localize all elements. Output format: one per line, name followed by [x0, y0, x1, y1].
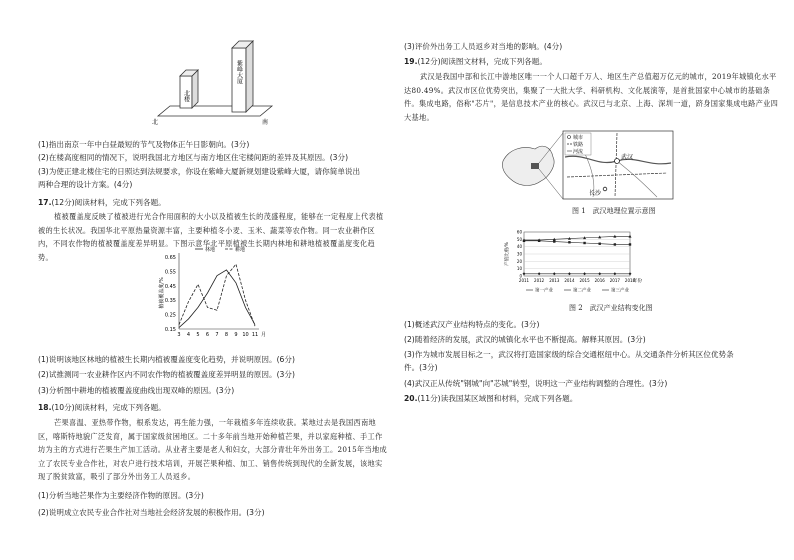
q17-1: (1)说明该地区林地的植被生长期内植被覆盖度变化趋势，并说明原因。(6分): [38, 355, 295, 364]
ind-x-tick: 2011: [518, 278, 530, 283]
q17-title: 17.(12分)阅读材料，完成下列各题。: [38, 198, 166, 207]
map-legend-river: 河流: [573, 149, 584, 155]
ind-point: [553, 240, 555, 242]
ind-y-tick: 10: [516, 266, 522, 272]
ind-point: [583, 242, 585, 244]
ind-x-tick: 2018: [624, 278, 636, 283]
ind-x-tick: 2012: [534, 278, 545, 283]
q19-2: (2)随着经济的发展，武汉的城镇化水平也不断提高。解释其原因。(3分): [404, 335, 646, 344]
veg-y-tick: 0.25: [164, 312, 176, 319]
q19-1: (1)概述武汉产业结构特点的变化。(3分): [404, 320, 540, 329]
veg-x-tick: 11: [251, 332, 259, 338]
ind-point: [598, 272, 601, 275]
fig1-caption: 图 1 武汉地理位置示意图: [572, 207, 656, 215]
label-north: 北: [152, 119, 159, 126]
ind-point: [629, 243, 631, 245]
q18-2: (2)说明成立农民专业合作社对当地社会经济发展的积极作用。(3分): [38, 508, 265, 517]
ind-y-tick: 60: [516, 229, 522, 235]
q18-3: (3)评价外出务工人员返乡对当地的影响。(4分): [404, 42, 563, 51]
ind-point: [553, 272, 556, 275]
veg-x-tick: 10: [242, 332, 249, 338]
q16-3b: 两种合理的设计方案。(4分): [38, 180, 133, 189]
q18-material: 芒果喜温、亚热带作物，根系发达，再生能力强，一年栽植多年连续收获。某地过去是我国西南地区，喀斯特地貌广泛发育，属于国家级贫困地区。二十多年前当地开始种植芒果，并以家庭种植、手工作坊为主的方式进行芒果生产加工活动。从业者主要是老人和妇女，大部分青壮年外出务工。2015年当地成立了农民专业合作社，对农户进行技术培训，开展芒果种植、加工、销售传统到现代的全新发展，该地实现了脱贫致富，吸引了部分外出务工人员返乡。: [38, 418, 387, 481]
fig2-caption: 图 2 武汉产业结构变化图: [569, 304, 653, 312]
q17-material: 植被覆盖度反映了植被进行光合作用面积的大小以及植被生长的茂盛程度，能够在一定程度上代表植被的生长状况。我国华北平原热量资源丰富，主要种植冬小麦、玉米、蔬菜等农作物。同一农业耕作区内，不同农作物的植被覆盖度差异明显。下图示意华北平原植被生长期内林地和耕地植被覆盖度变化趋势。: [38, 212, 384, 262]
ind-point: [568, 241, 570, 243]
q16-2: (2)在楼高度相同的情况下，说明我国北方地区与南方地区住宅楼间距的差异及其原因。(3分): [38, 153, 349, 162]
building-shadow-figure: [150, 38, 275, 138]
label-north-bldg: 北楼: [182, 90, 190, 102]
veg-y-tick: 0.55: [164, 269, 176, 276]
ind-point: [568, 272, 571, 275]
vegetation-chart: [155, 243, 270, 345]
label-tall-bldg: 紫峰大厦: [235, 60, 243, 84]
veg-x-tick: 4: [186, 332, 191, 338]
veg-x-tick: 9: [234, 332, 238, 338]
map-legend-rail: 铁路: [573, 142, 584, 148]
veg-legend-label-0: 林地: [205, 247, 216, 253]
ind-x-label: 年份: [633, 279, 642, 284]
veg-x-tick: 8: [224, 332, 229, 338]
veg-x-tick: 5: [196, 332, 200, 338]
veg-x-unit: 月: [261, 332, 267, 338]
q19-material: 武汉是我国中部和长江中游地区唯一一个人口超千万人、地区生产总值超万亿元的城市，2019年城镇化水平达80.49%。武汉市区位优势突出，集聚了一大批大学、科研机构、文化展演等，是首批国家中心城市的基础条件。集成电路，俗称"芯片"，是信息技术产业的核心。武汉已与北京、上海、深圳一道，跻身国家集成电路产业四大基地。: [404, 72, 779, 122]
ind-point: [599, 243, 601, 245]
q18-title: 18.(10分)阅读材料，完成下列各题。: [38, 403, 166, 412]
q19-title: 19.(12分)阅读图文材料，完成下列各题。: [404, 57, 547, 66]
q17-3: (3)分析图中耕地的植被覆盖度曲线出现双峰的原因。(3分): [38, 386, 235, 395]
ind-y-tick: 30: [516, 251, 522, 257]
ind-legend-label-2: 第三产业: [611, 288, 629, 294]
veg-y-tick: 0.35: [164, 298, 176, 305]
ind-point: [538, 272, 541, 275]
ind-point: [629, 272, 632, 275]
q19-3b: 件。(3分): [404, 363, 438, 372]
ind-point: [523, 272, 526, 275]
ind-point: [613, 272, 616, 275]
q19-3a: (3)作为城市发展目标之一，武汉将打造国家级的综合交通枢纽中心。从交通条件分析其区位优势条: [404, 350, 734, 359]
q16-3a: (3)为使正建北楼住宅的日照达到法规要求，你设在紫峰大厦新规划建设紫峰大厦，请你简单说出: [38, 167, 361, 176]
q18-1: (1)分析当地芒果作为主要经济作物的原因。(3分): [38, 491, 204, 500]
ind-x-tick: 2015: [579, 278, 590, 283]
veg-legend-label-1: 耕地: [235, 247, 246, 253]
veg-y-tick: 0.65: [164, 255, 176, 261]
ind-point: [583, 272, 586, 275]
map-city-changsha: 长沙: [589, 190, 602, 197]
ind-x-tick: 2014: [564, 278, 575, 283]
ind-legend-label-1: 第二产业: [573, 288, 591, 294]
q19-4: (4)武汉正从传统"钢城"向"芯城"转型，说明这一产业结构调整的合理性。(3分): [404, 379, 668, 388]
ind-legend-label-0: 第一产业: [535, 288, 553, 294]
ind-y-tick: 20: [516, 258, 522, 264]
label-south: 南: [262, 119, 269, 126]
map-city-wuhan: 武汉: [621, 154, 634, 161]
ind-y-tick: 50: [516, 236, 522, 242]
ind-y-label: 产值比重/%: [505, 242, 510, 266]
veg-x-tick: 3: [177, 332, 181, 338]
q17-2: (2)试推测同一农业耕作区内不同农作物的植被覆盖度差异明显的原因。(3分): [38, 370, 295, 379]
ind-point: [614, 243, 616, 245]
veg-x-tick: 7: [215, 332, 219, 338]
map-legend-city: 城市: [573, 135, 584, 141]
industry-structure-chart: [502, 226, 652, 298]
q20-title: 20.(11分)读我国某区域图和材料，完成下列各题。: [404, 394, 578, 403]
ind-x-tick: 2017: [609, 278, 620, 283]
veg-y-label: 植被覆盖度/%: [159, 277, 165, 309]
veg-y-tick: 0.45: [164, 283, 176, 290]
ind-y-tick: 40: [516, 244, 522, 250]
wuhan-location-map: [497, 127, 677, 203]
veg-x-tick: 6: [205, 332, 210, 338]
veg-y-tick: 0.15: [164, 327, 176, 333]
ind-y-tick: 0: [519, 273, 522, 279]
ind-x-tick: 2016: [594, 278, 605, 283]
ind-x-tick: 2013: [549, 278, 560, 283]
q16-1: (1)指出南京一年中白昼最短的节气及物体正午日影朝向。(3分): [38, 140, 250, 149]
